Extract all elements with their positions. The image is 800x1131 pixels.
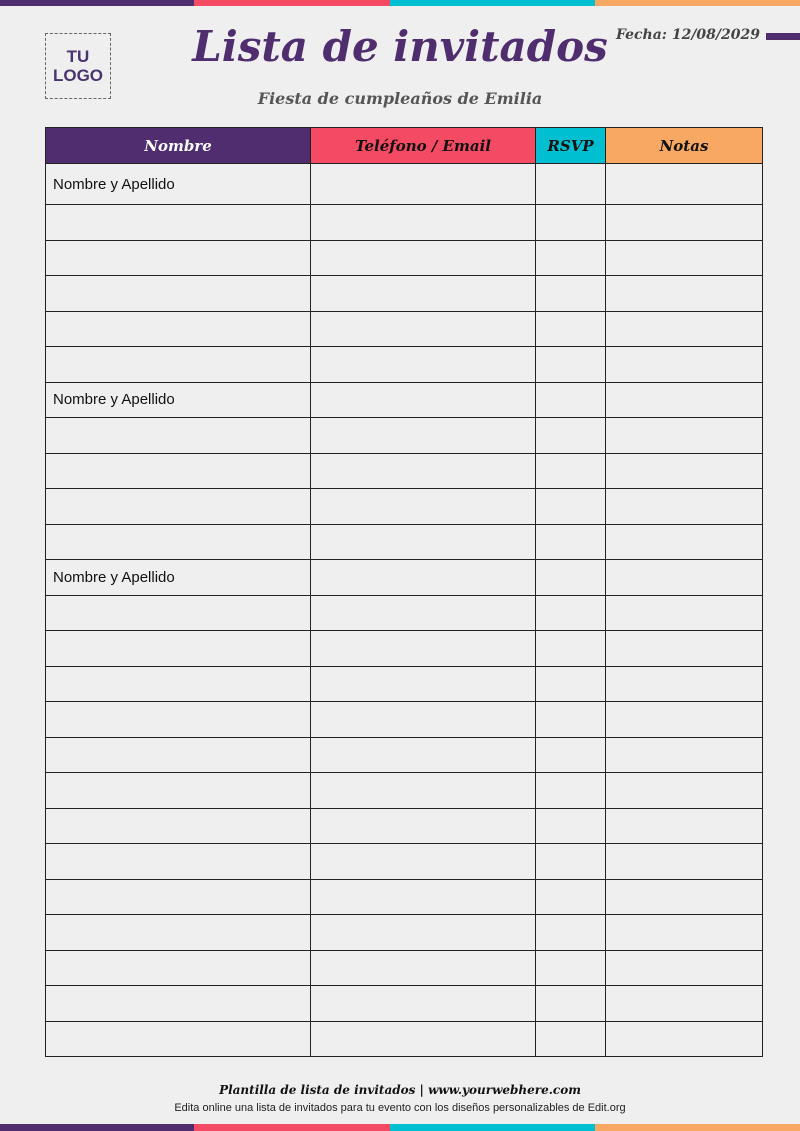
cell-nombre[interactable] (46, 986, 311, 1022)
table-row (46, 276, 763, 312)
cell-notas[interactable] (606, 595, 763, 631)
logo-line2: LOGO (52, 66, 104, 85)
cell-notas[interactable] (606, 950, 763, 986)
table-row (46, 164, 763, 205)
cell-notas[interactable] (606, 844, 763, 880)
bottom-color-bar (0, 1124, 800, 1131)
cell-telefono-email[interactable] (311, 347, 536, 383)
date-accent-line (766, 33, 800, 40)
cell-notas[interactable] (606, 453, 763, 489)
footer-description: Edita online una lista de invitados para tu evento con los diseños personalizables de Edit.org (174, 1102, 626, 1114)
cell-nombre[interactable] (46, 347, 311, 383)
cell-telefono-email[interactable] (311, 986, 536, 1022)
cell-telefono-email[interactable] (311, 666, 536, 702)
footer-template-credit: Plantilla de lista de invitados | www.yourwebhere.com (219, 1083, 581, 1097)
cell-rsvp[interactable] (536, 1021, 606, 1057)
cell-rsvp[interactable] (536, 737, 606, 773)
cell-rsvp[interactable] (536, 524, 606, 560)
cell-rsvp[interactable] (536, 666, 606, 702)
cell-rsvp[interactable] (536, 205, 606, 241)
cell-notas[interactable] (606, 205, 763, 241)
table-row (46, 453, 763, 489)
cell-telefono-email[interactable] (311, 915, 536, 951)
cell-notas[interactable] (606, 631, 763, 667)
guest-table (45, 127, 763, 1057)
cell-notas[interactable] (606, 666, 763, 702)
cell-nombre[interactable] (46, 915, 311, 951)
cell-nombre[interactable] (46, 737, 311, 773)
table-row (46, 915, 763, 951)
cell-telefono-email[interactable] (311, 382, 536, 418)
column-header-nombre: Nombre (46, 128, 311, 164)
cell-rsvp[interactable] (536, 844, 606, 880)
cell-rsvp[interactable] (536, 631, 606, 667)
cell-notas[interactable] (606, 737, 763, 773)
cell-notas[interactable] (606, 702, 763, 738)
cell-nombre[interactable]: Nombre y Apellido (46, 382, 311, 418)
cell-nombre[interactable] (46, 311, 311, 347)
cell-rsvp[interactable] (536, 560, 606, 596)
table-row (46, 773, 763, 809)
cell-nombre[interactable] (46, 950, 311, 986)
cell-nombre[interactable] (46, 702, 311, 738)
cell-notas[interactable] (606, 311, 763, 347)
cell-notas[interactable] (606, 524, 763, 560)
table-row (46, 808, 763, 844)
cell-nombre[interactable] (46, 773, 311, 809)
cell-nombre[interactable] (46, 418, 311, 454)
cell-rsvp[interactable] (536, 950, 606, 986)
cell-telefono-email[interactable] (311, 737, 536, 773)
cell-telefono-email[interactable] (311, 773, 536, 809)
cell-rsvp[interactable] (536, 489, 606, 525)
cell-rsvp[interactable] (536, 915, 606, 951)
cell-notas[interactable] (606, 915, 763, 951)
cell-rsvp[interactable] (536, 347, 606, 383)
cell-nombre[interactable] (46, 631, 311, 667)
cell-nombre[interactable] (46, 1021, 311, 1057)
table-row (46, 347, 763, 383)
cell-telefono-email[interactable] (311, 844, 536, 880)
cell-rsvp[interactable] (536, 453, 606, 489)
table-row (46, 205, 763, 241)
cell-telefono-email[interactable] (311, 205, 536, 241)
cell-nombre[interactable] (46, 808, 311, 844)
cell-notas[interactable] (606, 164, 763, 205)
cell-notas[interactable] (606, 489, 763, 525)
cell-telefono-email[interactable] (311, 702, 536, 738)
cell-nombre[interactable] (46, 879, 311, 915)
cell-rsvp[interactable] (536, 382, 606, 418)
cell-notas[interactable] (606, 1021, 763, 1057)
cell-nombre[interactable] (46, 844, 311, 880)
cell-telefono-email[interactable] (311, 276, 536, 312)
cell-telefono-email[interactable] (311, 879, 536, 915)
logo-line1: TU (66, 47, 90, 66)
cell-nombre[interactable] (46, 595, 311, 631)
table-row (46, 311, 763, 347)
cell-rsvp[interactable] (536, 773, 606, 809)
cell-rsvp[interactable] (536, 808, 606, 844)
cell-telefono-email[interactable] (311, 808, 536, 844)
cell-rsvp[interactable] (536, 702, 606, 738)
table-row (46, 844, 763, 880)
cell-telefono-email[interactable] (311, 631, 536, 667)
table-row (46, 737, 763, 773)
date-label: Fecha: 12/08/2029 (615, 27, 760, 43)
cell-telefono-email[interactable] (311, 164, 536, 205)
cell-notas[interactable] (606, 276, 763, 312)
column-header-telefono-email: Teléfono / Email (311, 128, 536, 164)
column-header-rsvp: RSVP (536, 128, 606, 164)
cell-rsvp[interactable] (536, 418, 606, 454)
cell-telefono-email[interactable] (311, 950, 536, 986)
cell-rsvp[interactable] (536, 240, 606, 276)
table-row (46, 418, 763, 454)
cell-rsvp[interactable] (536, 879, 606, 915)
cell-notas[interactable] (606, 986, 763, 1022)
cell-notas[interactable] (606, 560, 763, 596)
cell-rsvp[interactable] (536, 311, 606, 347)
cell-telefono-email[interactable] (311, 311, 536, 347)
cell-nombre[interactable] (46, 205, 311, 241)
top-color-bar (0, 0, 800, 6)
table-row (46, 240, 763, 276)
table-row (46, 631, 763, 667)
cell-nombre[interactable] (46, 240, 311, 276)
cell-telefono-email[interactable] (311, 524, 536, 560)
cell-nombre[interactable] (46, 524, 311, 560)
cell-telefono-email[interactable] (311, 595, 536, 631)
table-row (46, 595, 763, 631)
cell-telefono-email[interactable] (311, 240, 536, 276)
table-row (46, 702, 763, 738)
cell-telefono-email[interactable] (311, 418, 536, 454)
cell-telefono-email[interactable] (311, 1021, 536, 1057)
table-row (46, 879, 763, 915)
table-row (46, 560, 763, 596)
page-subtitle: Fiesta de cumpleaños de Emilia (257, 89, 543, 108)
cell-nombre[interactable] (46, 276, 311, 312)
cell-rsvp[interactable] (536, 595, 606, 631)
table-row (46, 986, 763, 1022)
cell-nombre[interactable]: Nombre y Apellido (46, 560, 311, 596)
page-title: Lista de invitados (192, 22, 608, 71)
cell-notas[interactable] (606, 879, 763, 915)
cell-notas[interactable] (606, 773, 763, 809)
column-header-notas: Notas (606, 128, 763, 164)
table-row (46, 382, 763, 418)
cell-telefono-email[interactable] (311, 560, 536, 596)
table-row (46, 1021, 763, 1057)
cell-rsvp[interactable] (536, 276, 606, 312)
cell-notas[interactable] (606, 808, 763, 844)
table-row (46, 524, 763, 560)
cell-rsvp[interactable] (536, 986, 606, 1022)
cell-telefono-email[interactable] (311, 489, 536, 525)
cell-notas[interactable] (606, 240, 763, 276)
cell-nombre[interactable]: Nombre y Apellido (46, 164, 311, 205)
cell-rsvp[interactable] (536, 164, 606, 205)
table-row (46, 666, 763, 702)
cell-nombre[interactable] (46, 666, 311, 702)
table-row (46, 950, 763, 986)
cell-nombre[interactable] (46, 489, 311, 525)
cell-notas[interactable] (606, 418, 763, 454)
cell-notas[interactable] (606, 382, 763, 418)
table-row (46, 489, 763, 525)
cell-nombre[interactable] (46, 453, 311, 489)
cell-notas[interactable] (606, 347, 763, 383)
cell-telefono-email[interactable] (311, 453, 536, 489)
